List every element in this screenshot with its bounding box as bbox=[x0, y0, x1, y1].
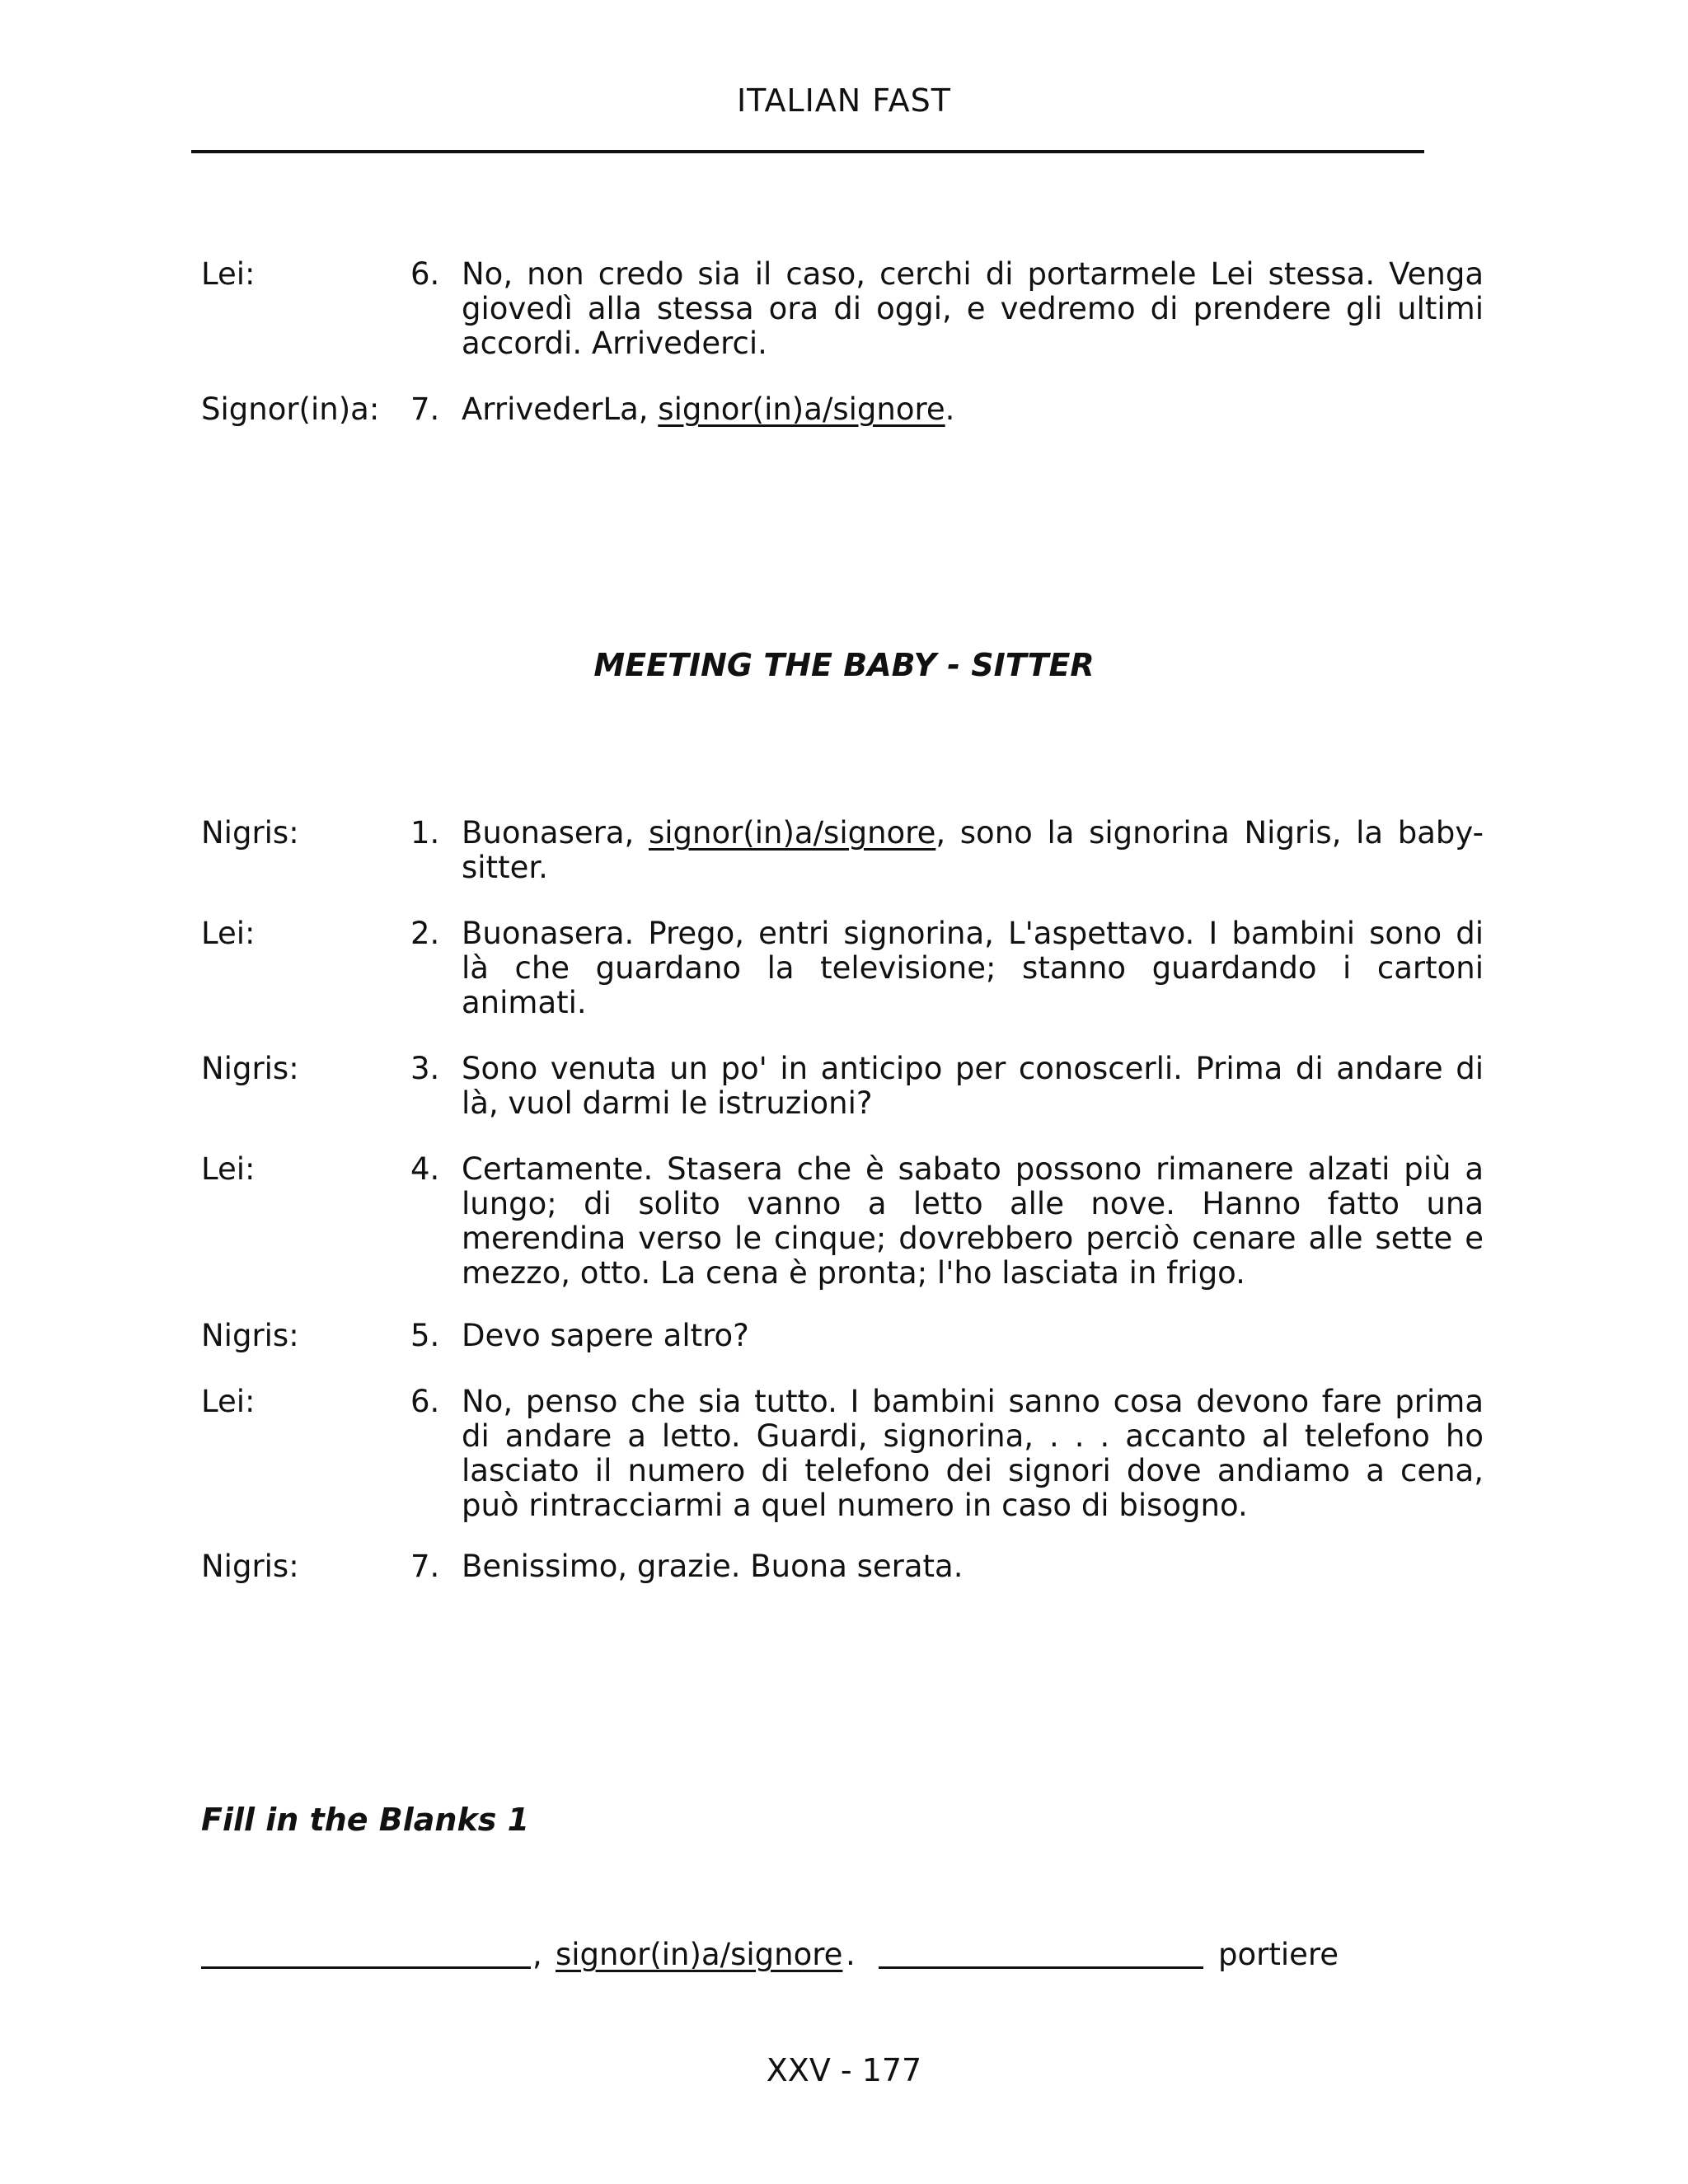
line-number: 5. bbox=[410, 1318, 440, 1353]
page-number: XXV - 177 bbox=[766, 2052, 922, 2088]
line-number: 1. bbox=[410, 815, 440, 851]
line-text: Sono venuta un po' in anticipo per conoscerli. Prima di andare di là, vuol darmi le istruzioni? bbox=[462, 1051, 1484, 1121]
blank-period: . bbox=[846, 1937, 856, 1972]
speaker-label: Nigris: bbox=[201, 1318, 299, 1353]
page-header-title: ITALIAN FAST bbox=[736, 82, 952, 119]
line-text: Benissimo, grazie. Buona serata. bbox=[462, 1549, 964, 1584]
header-divider bbox=[191, 150, 1424, 153]
text-segment: , sono la signorina Nigris, la baby-sitter. bbox=[462, 815, 1484, 885]
line-text: Certamente. Stasera che è sabato possono rimanere alzati più a lungo; di solito vanno a letto alle nove. Hanno fatto una merendina verso le cinque; dovrebbero perciò cenare alle sette e mezzo, otto. La cena è pronta; l'ho lasciata in frigo. bbox=[462, 1151, 1484, 1291]
line-number: 7. bbox=[410, 391, 440, 427]
underlined-placeholder: signor(in)a/signore bbox=[556, 1937, 843, 1972]
underlined-placeholder: signor(in)a/signore bbox=[648, 815, 936, 851]
speaker-label: Lei: bbox=[201, 1384, 256, 1419]
line-text: Devo sapere altro? bbox=[462, 1318, 749, 1353]
line-text bbox=[462, 392, 1484, 427]
text-segment: . bbox=[945, 391, 955, 427]
exercise-title: Fill in the Blanks 1 bbox=[201, 1802, 530, 1838]
line-text bbox=[462, 816, 1484, 885]
section-title: MEETING THE BABY - SITTER bbox=[593, 647, 1095, 683]
blank-comma: , bbox=[532, 1937, 542, 1972]
line-number: 4. bbox=[410, 1151, 440, 1187]
speaker-label: Lei: bbox=[201, 1151, 256, 1187]
speaker-label: Nigris: bbox=[201, 1549, 299, 1584]
line-number: 6. bbox=[410, 1384, 440, 1419]
text-segment: ArrivederLa, bbox=[462, 391, 659, 427]
text-segment: Buonasera, bbox=[462, 815, 649, 851]
fill-in-row bbox=[201, 1933, 1520, 1983]
blank-line bbox=[879, 1933, 1203, 1969]
line-number: 3. bbox=[410, 1051, 440, 1086]
line-number: 2. bbox=[410, 916, 440, 951]
underlined-placeholder: signor(in)a/signore bbox=[658, 391, 945, 427]
line-text: No, penso che sia tutto. I bambini sanno cosa devono fare prima di andare a letto. Guardi, signorina, . . . accanto al telefono ho lasciato il numero di telefono dei signori dove andiamo a cena, può rintracciarmi a quel numero in caso di bisogno. bbox=[462, 1384, 1484, 1523]
speaker-label: Nigris: bbox=[201, 815, 299, 851]
blank-word: portiere bbox=[1218, 1937, 1339, 1972]
line-number: 7. bbox=[410, 1549, 440, 1584]
speaker-label: Nigris: bbox=[201, 1051, 299, 1086]
blank-line bbox=[201, 1933, 531, 1969]
line-text: No, non credo sia il caso, cerchi di portarmele Lei stessa. Venga giovedì alla stessa ora di oggi, e vedremo di prendere gli ultimi accordi. Arrivederci. bbox=[462, 256, 1484, 361]
speaker-label: Lei: bbox=[201, 256, 256, 292]
line-number: 6. bbox=[410, 256, 440, 292]
speaker-label: Lei: bbox=[201, 916, 256, 951]
line-text: Buonasera. Prego, entri signorina, L'aspettavo. I bambini sono di là che guardano la televisione; stanno guardando i cartoni animati. bbox=[462, 916, 1484, 1020]
speaker-label: Signor(in)a: bbox=[201, 391, 380, 427]
